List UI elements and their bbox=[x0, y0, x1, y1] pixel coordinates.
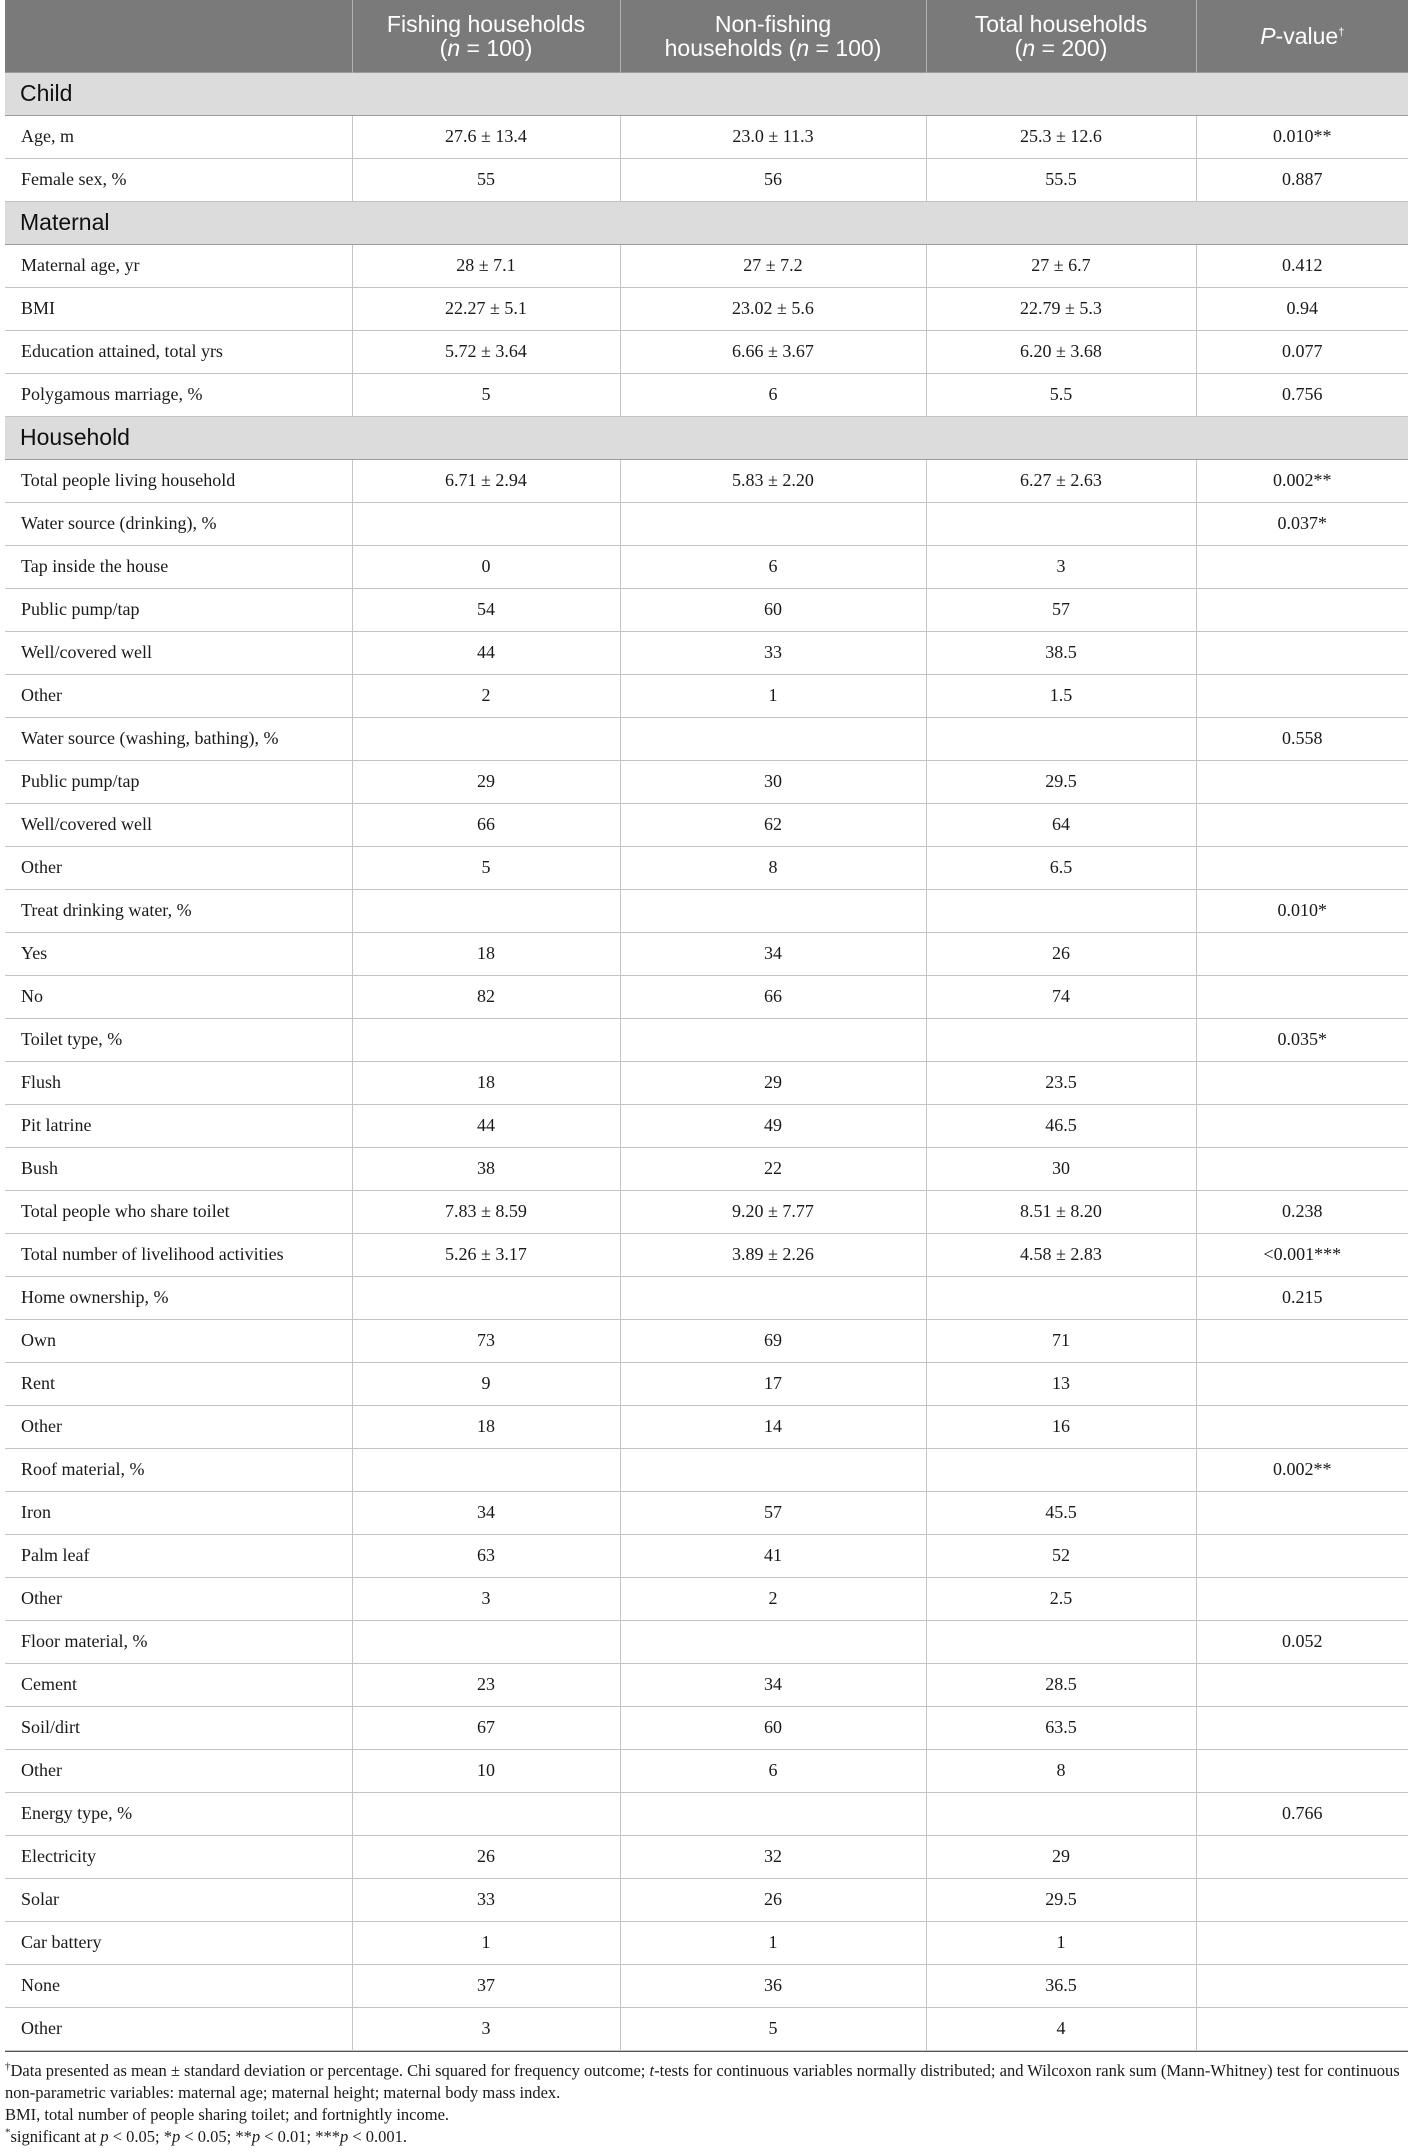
cell-fishing: 33 bbox=[352, 1878, 620, 1921]
cell-non-fishing: 9.20 ± 7.77 bbox=[620, 1190, 926, 1233]
table-row bbox=[5, 1190, 1408, 1233]
characteristics-table bbox=[5, 0, 1408, 2051]
row-label: Treat drinking water, % bbox=[5, 889, 352, 932]
cell-total: 30 bbox=[926, 1147, 1196, 1190]
cell-total bbox=[926, 717, 1196, 760]
row-label: Car battery bbox=[5, 1921, 352, 1964]
cell-total: 55.5 bbox=[926, 158, 1196, 201]
table-row bbox=[5, 717, 1408, 760]
cell-total: 28.5 bbox=[926, 1663, 1196, 1706]
cell-fishing: 18 bbox=[352, 932, 620, 975]
table-row bbox=[5, 975, 1408, 1018]
cell-fishing bbox=[352, 1448, 620, 1491]
table-row bbox=[5, 1018, 1408, 1061]
cell-non-fishing: 29 bbox=[620, 1061, 926, 1104]
row-label: Female sex, % bbox=[5, 158, 352, 201]
footnote-bmi: BMI, total number of people sharing toilet; and fortnightly income. bbox=[5, 2104, 450, 2124]
table-row bbox=[5, 1921, 1408, 1964]
cell-p-value bbox=[1196, 1061, 1408, 1104]
cell-non-fishing: 36 bbox=[620, 1964, 926, 2007]
cell-fishing: 28 ± 7.1 bbox=[352, 244, 620, 287]
cell-fishing: 5.72 ± 3.64 bbox=[352, 330, 620, 373]
row-label: None bbox=[5, 1964, 352, 2007]
cell-p-value: 0.412 bbox=[1196, 244, 1408, 287]
cell-fishing bbox=[352, 1620, 620, 1663]
cell-fishing: 7.83 ± 8.59 bbox=[352, 1190, 620, 1233]
cell-total: 26 bbox=[926, 932, 1196, 975]
row-label: Iron bbox=[5, 1491, 352, 1534]
cell-p-value bbox=[1196, 1147, 1408, 1190]
row-label: Bush bbox=[5, 1147, 352, 1190]
cell-p-value: 0.238 bbox=[1196, 1190, 1408, 1233]
cell-fishing: 22.27 ± 5.1 bbox=[352, 287, 620, 330]
cell-fishing: 38 bbox=[352, 1147, 620, 1190]
cell-total: 1 bbox=[926, 1921, 1196, 1964]
cell-total: 3 bbox=[926, 545, 1196, 588]
row-label: Public pump/tap bbox=[5, 588, 352, 631]
cell-total: 6.27 ± 2.63 bbox=[926, 459, 1196, 502]
cell-non-fishing bbox=[620, 1620, 926, 1663]
cell-non-fishing: 5 bbox=[620, 2007, 926, 2050]
cell-total bbox=[926, 502, 1196, 545]
cell-fishing bbox=[352, 717, 620, 760]
cell-non-fishing bbox=[620, 1276, 926, 1319]
cell-total: 29 bbox=[926, 1835, 1196, 1878]
table-row bbox=[5, 330, 1408, 373]
cell-fishing: 63 bbox=[352, 1534, 620, 1577]
cell-total: 63.5 bbox=[926, 1706, 1196, 1749]
cell-fishing: 44 bbox=[352, 631, 620, 674]
table-row bbox=[5, 1792, 1408, 1835]
row-label: BMI bbox=[5, 287, 352, 330]
cell-p-value: 0.215 bbox=[1196, 1276, 1408, 1319]
cell-p-value: 0.558 bbox=[1196, 717, 1408, 760]
table-row bbox=[5, 1319, 1408, 1362]
cell-fishing: 23 bbox=[352, 1663, 620, 1706]
cell-non-fishing: 1 bbox=[620, 1921, 926, 1964]
cell-non-fishing: 57 bbox=[620, 1491, 926, 1534]
cell-non-fishing: 34 bbox=[620, 932, 926, 975]
section-row bbox=[5, 416, 1408, 459]
cell-fishing: 5 bbox=[352, 373, 620, 416]
cell-non-fishing: 5.83 ± 2.20 bbox=[620, 459, 926, 502]
table-row bbox=[5, 889, 1408, 932]
cell-p-value: 0.035* bbox=[1196, 1018, 1408, 1061]
row-label: Water source (drinking), % bbox=[5, 502, 352, 545]
cell-total: 4.58 ± 2.83 bbox=[926, 1233, 1196, 1276]
cell-non-fishing: 23.02 ± 5.6 bbox=[620, 287, 926, 330]
cell-total: 8 bbox=[926, 1749, 1196, 1792]
table-row bbox=[5, 588, 1408, 631]
row-label: Home ownership, % bbox=[5, 1276, 352, 1319]
table-body bbox=[5, 72, 1408, 2050]
cell-total: 46.5 bbox=[926, 1104, 1196, 1147]
cell-fishing: 54 bbox=[352, 588, 620, 631]
cell-total: 22.79 ± 5.3 bbox=[926, 287, 1196, 330]
cell-p-value bbox=[1196, 545, 1408, 588]
cell-fishing: 0 bbox=[352, 545, 620, 588]
cell-fishing bbox=[352, 1018, 620, 1061]
cell-total: 71 bbox=[926, 1319, 1196, 1362]
cell-non-fishing: 2 bbox=[620, 1577, 926, 1620]
cell-fishing: 18 bbox=[352, 1061, 620, 1104]
cell-non-fishing: 22 bbox=[620, 1147, 926, 1190]
cell-p-value bbox=[1196, 1706, 1408, 1749]
cell-p-value bbox=[1196, 1534, 1408, 1577]
row-label: Tap inside the house bbox=[5, 545, 352, 588]
cell-non-fishing bbox=[620, 717, 926, 760]
table-row bbox=[5, 1577, 1408, 1620]
row-label: Solar bbox=[5, 1878, 352, 1921]
cell-fishing: 18 bbox=[352, 1405, 620, 1448]
section-label: Maternal bbox=[5, 201, 1408, 244]
table-row bbox=[5, 803, 1408, 846]
cell-p-value: <0.001*** bbox=[1196, 1233, 1408, 1276]
cell-fishing bbox=[352, 889, 620, 932]
cell-non-fishing: 6 bbox=[620, 545, 926, 588]
table-row bbox=[5, 373, 1408, 416]
footnote-methods: †Data presented as mean ± standard deviation or percentage. Chi squared for frequency outcome; t-tests for continuous variables normally distributed; and Wilcoxon rank sum (Mann-Whitney) test for continuous non-parametric variables: maternal age; maternal height; maternal body mass index. bbox=[5, 2060, 1400, 2102]
section-label: Child bbox=[5, 72, 1408, 115]
row-label: Public pump/tap bbox=[5, 760, 352, 803]
row-label: Total people who share toilet bbox=[5, 1190, 352, 1233]
section-label: Household bbox=[5, 416, 1408, 459]
cell-p-value bbox=[1196, 1491, 1408, 1534]
cell-p-value bbox=[1196, 631, 1408, 674]
cell-p-value bbox=[1196, 1964, 1408, 2007]
cell-fishing: 26 bbox=[352, 1835, 620, 1878]
cell-total: 38.5 bbox=[926, 631, 1196, 674]
cell-non-fishing bbox=[620, 502, 926, 545]
row-label: Own bbox=[5, 1319, 352, 1362]
cell-non-fishing: 6 bbox=[620, 1749, 926, 1792]
cell-p-value bbox=[1196, 1577, 1408, 1620]
cell-total: 29.5 bbox=[926, 1878, 1196, 1921]
row-label: Water source (washing, bathing), % bbox=[5, 717, 352, 760]
row-label: No bbox=[5, 975, 352, 1018]
cell-total: 45.5 bbox=[926, 1491, 1196, 1534]
cell-total: 2.5 bbox=[926, 1577, 1196, 1620]
table-row bbox=[5, 158, 1408, 201]
row-label: Other bbox=[5, 1405, 352, 1448]
cell-p-value: 0.002** bbox=[1196, 459, 1408, 502]
cell-p-value bbox=[1196, 1319, 1408, 1362]
cell-p-value bbox=[1196, 803, 1408, 846]
cell-non-fishing: 66 bbox=[620, 975, 926, 1018]
cell-non-fishing bbox=[620, 1018, 926, 1061]
cell-non-fishing: 6 bbox=[620, 373, 926, 416]
cell-total bbox=[926, 1620, 1196, 1663]
row-label: Total number of livelihood activities bbox=[5, 1233, 352, 1276]
table-row bbox=[5, 1362, 1408, 1405]
table-row bbox=[5, 1104, 1408, 1147]
table-footnotes bbox=[5, 2051, 1408, 2148]
row-label: Cement bbox=[5, 1663, 352, 1706]
row-label: Energy type, % bbox=[5, 1792, 352, 1835]
cell-fishing: 34 bbox=[352, 1491, 620, 1534]
table-row bbox=[5, 1233, 1408, 1276]
table-row bbox=[5, 674, 1408, 717]
table-row bbox=[5, 1405, 1408, 1448]
row-label: Other bbox=[5, 2007, 352, 2050]
table-row bbox=[5, 1749, 1408, 1792]
cell-non-fishing: 41 bbox=[620, 1534, 926, 1577]
table-row bbox=[5, 1706, 1408, 1749]
cell-non-fishing: 8 bbox=[620, 846, 926, 889]
cell-non-fishing: 17 bbox=[620, 1362, 926, 1405]
table-row bbox=[5, 631, 1408, 674]
cell-fishing bbox=[352, 1276, 620, 1319]
cell-total: 74 bbox=[926, 975, 1196, 1018]
cell-p-value bbox=[1196, 1835, 1408, 1878]
cell-p-value bbox=[1196, 760, 1408, 803]
cell-total: 8.51 ± 8.20 bbox=[926, 1190, 1196, 1233]
cell-total: 29.5 bbox=[926, 760, 1196, 803]
table-row bbox=[5, 760, 1408, 803]
cell-total: 25.3 ± 12.6 bbox=[926, 115, 1196, 158]
cell-total: 6.20 ± 3.68 bbox=[926, 330, 1196, 373]
cell-p-value bbox=[1196, 1921, 1408, 1964]
cell-fishing bbox=[352, 1792, 620, 1835]
table-row bbox=[5, 1878, 1408, 1921]
table-row bbox=[5, 545, 1408, 588]
cell-p-value bbox=[1196, 1405, 1408, 1448]
row-label: Age, m bbox=[5, 115, 352, 158]
row-label: Yes bbox=[5, 932, 352, 975]
cell-non-fishing: 23.0 ± 11.3 bbox=[620, 115, 926, 158]
row-label: Other bbox=[5, 674, 352, 717]
row-label: Rent bbox=[5, 1362, 352, 1405]
cell-fishing: 44 bbox=[352, 1104, 620, 1147]
cell-p-value: 0.756 bbox=[1196, 373, 1408, 416]
cell-p-value bbox=[1196, 1663, 1408, 1706]
cell-p-value bbox=[1196, 1362, 1408, 1405]
header-variable bbox=[5, 0, 352, 72]
row-label: Palm leaf bbox=[5, 1534, 352, 1577]
cell-fishing: 1 bbox=[352, 1921, 620, 1964]
cell-total: 36.5 bbox=[926, 1964, 1196, 2007]
table-row bbox=[5, 1061, 1408, 1104]
cell-non-fishing: 14 bbox=[620, 1405, 926, 1448]
cell-fishing: 27.6 ± 13.4 bbox=[352, 115, 620, 158]
section-row bbox=[5, 201, 1408, 244]
cell-total: 23.5 bbox=[926, 1061, 1196, 1104]
cell-fishing: 67 bbox=[352, 1706, 620, 1749]
row-label: Soil/dirt bbox=[5, 1706, 352, 1749]
row-label: Other bbox=[5, 1577, 352, 1620]
cell-p-value: 0.010** bbox=[1196, 115, 1408, 158]
cell-non-fishing bbox=[620, 1448, 926, 1491]
cell-total: 4 bbox=[926, 2007, 1196, 2050]
row-label: Flush bbox=[5, 1061, 352, 1104]
cell-p-value: 0.002** bbox=[1196, 1448, 1408, 1491]
cell-fishing: 3 bbox=[352, 1577, 620, 1620]
table-header-row bbox=[5, 0, 1408, 72]
cell-total bbox=[926, 1448, 1196, 1491]
cell-p-value bbox=[1196, 932, 1408, 975]
cell-fishing: 10 bbox=[352, 1749, 620, 1792]
table-row bbox=[5, 1534, 1408, 1577]
cell-total: 27 ± 6.7 bbox=[926, 244, 1196, 287]
table-row bbox=[5, 2007, 1408, 2050]
cell-total: 5.5 bbox=[926, 373, 1196, 416]
cell-fishing: 29 bbox=[352, 760, 620, 803]
table-row bbox=[5, 115, 1408, 158]
cell-p-value bbox=[1196, 588, 1408, 631]
cell-p-value bbox=[1196, 1749, 1408, 1792]
cell-non-fishing: 27 ± 7.2 bbox=[620, 244, 926, 287]
cell-fishing: 9 bbox=[352, 1362, 620, 1405]
cell-total: 16 bbox=[926, 1405, 1196, 1448]
row-label: Well/covered well bbox=[5, 803, 352, 846]
cell-p-value bbox=[1196, 1878, 1408, 1921]
header-total: Total households (n = 200) bbox=[926, 0, 1196, 72]
cell-total: 6.5 bbox=[926, 846, 1196, 889]
row-label: Floor material, % bbox=[5, 1620, 352, 1663]
cell-total: 1.5 bbox=[926, 674, 1196, 717]
row-label: Education attained, total yrs bbox=[5, 330, 352, 373]
cell-fishing: 5 bbox=[352, 846, 620, 889]
cell-non-fishing: 56 bbox=[620, 158, 926, 201]
cell-p-value: 0.052 bbox=[1196, 1620, 1408, 1663]
cell-fishing bbox=[352, 502, 620, 545]
table-row bbox=[5, 846, 1408, 889]
cell-total: 57 bbox=[926, 588, 1196, 631]
cell-p-value bbox=[1196, 674, 1408, 717]
row-label: Well/covered well bbox=[5, 631, 352, 674]
cell-p-value: 0.037* bbox=[1196, 502, 1408, 545]
cell-non-fishing: 30 bbox=[620, 760, 926, 803]
table-row bbox=[5, 502, 1408, 545]
row-label: Electricity bbox=[5, 1835, 352, 1878]
cell-fishing: 5.26 ± 3.17 bbox=[352, 1233, 620, 1276]
cell-non-fishing: 34 bbox=[620, 1663, 926, 1706]
cell-p-value: 0.077 bbox=[1196, 330, 1408, 373]
cell-p-value bbox=[1196, 846, 1408, 889]
table-container bbox=[5, 0, 1408, 2148]
table-row bbox=[5, 932, 1408, 975]
table-row bbox=[5, 1620, 1408, 1663]
cell-fishing: 73 bbox=[352, 1319, 620, 1362]
cell-fishing: 2 bbox=[352, 674, 620, 717]
cell-p-value bbox=[1196, 975, 1408, 1018]
cell-total bbox=[926, 1018, 1196, 1061]
cell-fishing: 6.71 ± 2.94 bbox=[352, 459, 620, 502]
row-label: Pit latrine bbox=[5, 1104, 352, 1147]
section-row bbox=[5, 72, 1408, 115]
cell-p-value: 0.887 bbox=[1196, 158, 1408, 201]
cell-fishing: 55 bbox=[352, 158, 620, 201]
cell-non-fishing: 60 bbox=[620, 588, 926, 631]
cell-fishing: 82 bbox=[352, 975, 620, 1018]
cell-non-fishing: 49 bbox=[620, 1104, 926, 1147]
cell-non-fishing: 26 bbox=[620, 1878, 926, 1921]
row-label: Toilet type, % bbox=[5, 1018, 352, 1061]
table-row bbox=[5, 459, 1408, 502]
table-row bbox=[5, 1835, 1408, 1878]
cell-total: 13 bbox=[926, 1362, 1196, 1405]
cell-non-fishing: 1 bbox=[620, 674, 926, 717]
header-fishing: Fishing households (n = 100) bbox=[352, 0, 620, 72]
cell-non-fishing bbox=[620, 889, 926, 932]
cell-p-value: 0.010* bbox=[1196, 889, 1408, 932]
cell-non-fishing: 69 bbox=[620, 1319, 926, 1362]
cell-total bbox=[926, 1792, 1196, 1835]
cell-total: 52 bbox=[926, 1534, 1196, 1577]
table-row bbox=[5, 1491, 1408, 1534]
table-row bbox=[5, 1147, 1408, 1190]
cell-non-fishing: 32 bbox=[620, 1835, 926, 1878]
cell-non-fishing: 3.89 ± 2.26 bbox=[620, 1233, 926, 1276]
row-label: Total people living household bbox=[5, 459, 352, 502]
cell-fishing: 3 bbox=[352, 2007, 620, 2050]
cell-non-fishing: 6.66 ± 3.67 bbox=[620, 330, 926, 373]
cell-non-fishing bbox=[620, 1792, 926, 1835]
cell-p-value: 0.94 bbox=[1196, 287, 1408, 330]
header-p-value: P-value† bbox=[1260, 22, 1345, 49]
cell-p-value: 0.766 bbox=[1196, 1792, 1408, 1835]
header-non-fishing: Non-fishing households (n = 100) bbox=[620, 0, 926, 72]
cell-total bbox=[926, 889, 1196, 932]
cell-p-value bbox=[1196, 2007, 1408, 2050]
row-label: Maternal age, yr bbox=[5, 244, 352, 287]
table-row bbox=[5, 1276, 1408, 1319]
row-label: Other bbox=[5, 1749, 352, 1792]
cell-p-value bbox=[1196, 1104, 1408, 1147]
cell-non-fishing: 33 bbox=[620, 631, 926, 674]
table-row bbox=[5, 287, 1408, 330]
cell-fishing: 66 bbox=[352, 803, 620, 846]
table-row bbox=[5, 1448, 1408, 1491]
footnote-significance: *significant at p < 0.05; *p < 0.05; **p < 0.01; ***p < 0.001. bbox=[5, 2126, 408, 2146]
table-row bbox=[5, 1964, 1408, 2007]
row-label: Roof material, % bbox=[5, 1448, 352, 1491]
row-label: Polygamous marriage, % bbox=[5, 373, 352, 416]
table-row bbox=[5, 1663, 1408, 1706]
cell-non-fishing: 60 bbox=[620, 1706, 926, 1749]
cell-fishing: 37 bbox=[352, 1964, 620, 2007]
cell-non-fishing: 62 bbox=[620, 803, 926, 846]
cell-total: 64 bbox=[926, 803, 1196, 846]
cell-total bbox=[926, 1276, 1196, 1319]
table-row bbox=[5, 244, 1408, 287]
row-label: Other bbox=[5, 846, 352, 889]
